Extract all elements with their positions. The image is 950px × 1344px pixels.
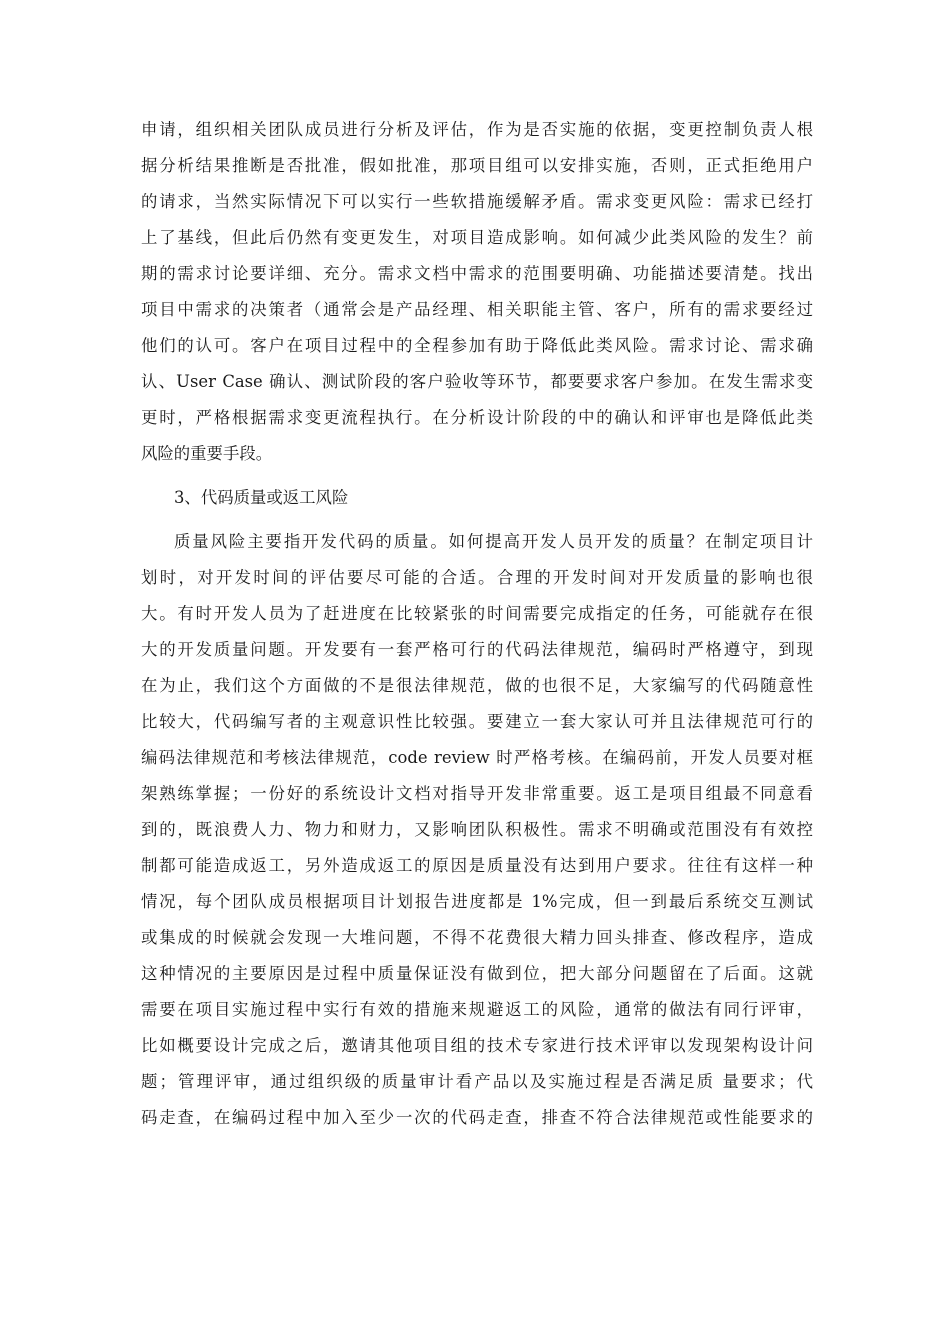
text-line: 制都可能造成返工，另外造成返工的原因是质量没有达到用户要求。往往有这样一种 [141,856,813,875]
section-heading: 3、代码质量或返工风险 [174,488,349,507]
text-line: 更时，严格根据需求变更流程执行。在分析设计阶段的中的确认和评审也是降低此类 [141,408,813,427]
text-line: 架熟练掌握；一份好的系统设计文档对指导开发非常重要。返工是项目组最不同意看 [141,784,813,803]
text-line: 到的，既浪费人力、物力和财力，又影响团队积极性。需求不明确或范围没有有效控 [141,820,813,839]
text-line: 大。有时开发人员为了赶进度在比较紧张的时间需要完成指定的任务，可能就存在很 [141,604,813,623]
text-line: 认、User Case 确认、测试阶段的客户验收等环节，都要要求客户参加。在发生需求变 [141,372,813,391]
text-line: 这种情况的主要原因是过程中质量保证没有做到位，把大部分问题留在了后面。这就 [141,964,813,983]
text-line: 上了基线，但此后仍然有变更发生，对项目造成影响。如何减少此类风险的发生？前 [141,228,813,247]
text-line: 需要在项目实施过程中实行有效的措施来规避返工的风险，通常的做法有同行评审， [141,1000,813,1019]
text-line: 比如概要设计完成之后，邀请其他项目组的技术专家进行技术评审以发现架构设计问 [141,1036,813,1055]
text-line: 在为止，我们这个方面做的不是很法律规范，做的也很不足，大家编写的代码随意性 [141,676,813,695]
text-line: 比较大，代码编写者的主观意识性比较强。要建立一套大家认可并且法律规范可行的 [141,712,813,731]
paragraph-change-risk [141,112,813,472]
text-line: 码走查，在编码过程中加入至少一次的代码走查，排查不符合法律规范或性能要求的 [141,1108,813,1127]
text-line: 项目中需求的决策者（通常会是产品经理、相关职能主管、客户，所有的需求要经过 [141,300,813,319]
document-page [141,112,813,1136]
text-line: 题；管理评审，通过组织级的质量审计看产品以及实施过程是否满足质 量要求；代 [141,1072,813,1091]
text-line: 期的需求讨论要详细、充分。需求文档中需求的范围要明确、功能描述要清楚。找出 [141,264,813,283]
text-line: 申请，组织相关团队成员进行分析及评估，作为是否实施的依据，变更控制负责人根 [141,120,813,139]
text-line: 他们的认可。客户在项目过程中的全程参加有助于降低此类风险。需求讨论、需求确 [141,336,813,355]
paragraph-code-quality [141,524,813,1136]
text-line: 风险的重要手段。 [141,444,273,463]
text-line: 大的开发质量问题。开发要有一套严格可行的代码法律规范，编码时严格遵守，到现 [141,640,813,659]
text-line: 编码法律规范和考核法律规范，code review 时严格考核。在编码前，开发人员要对框 [141,748,813,767]
text-line: 划时，对开发时间的评估要尽可能的合适。合理的开发时间对开发质量的影响也很 [141,568,813,587]
text-line: 情况，每个团队成员根据项目计划报告进度都是 1%完成，但一到最后系统交互测试 [141,892,813,911]
text-line: 据分析结果推断是否批准，假如批准，那项目组可以安排实施，否则，正式拒绝用户 [141,156,813,175]
text-line: 或集成的时候就会发现一大堆问题，不得不花费很大精力回头排查、修改程序，造成 [141,928,813,947]
text-line: 质量风险主要指开发代码的质量。如何提高开发人员开发的质量？在制定项目计 [174,532,813,551]
text-line: 的请求，当然实际情况下可以实行一些软措施缓解矛盾。需求变更风险：需求已经打 [141,192,813,211]
